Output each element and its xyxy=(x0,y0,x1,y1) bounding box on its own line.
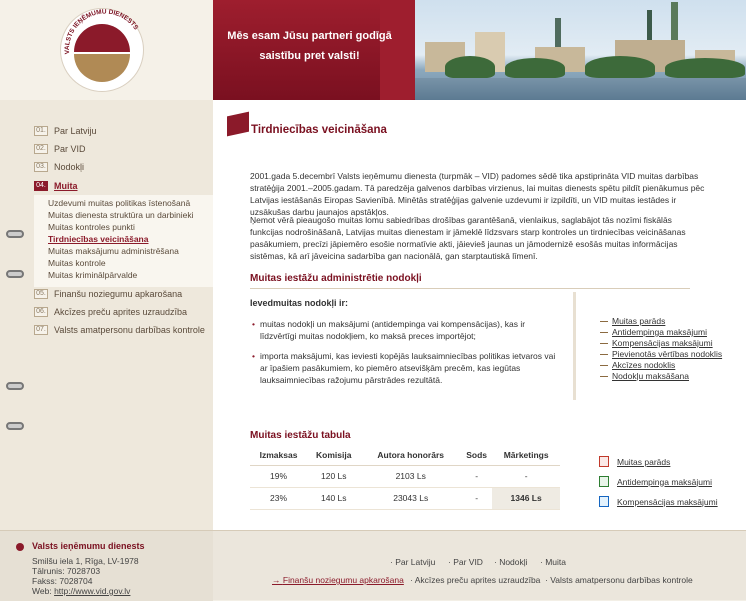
footer-address: Smilšu iela 1, Rīga, LV-1978 xyxy=(32,556,139,566)
link-akcizes[interactable]: Akcīzes nodoklis xyxy=(612,360,676,370)
city-panorama-image xyxy=(415,0,746,100)
table-cell: 120 Ls xyxy=(307,465,360,487)
table-cell: 140 Ls xyxy=(307,487,360,509)
column-header: Autora honorārs xyxy=(360,445,460,465)
nav-label: Muita xyxy=(54,181,78,191)
footer-link-muita[interactable]: · Muita xyxy=(540,557,566,567)
nav-number: 05. xyxy=(34,289,48,299)
import-taxes-box xyxy=(250,292,576,400)
nav-label: Par Latviju xyxy=(54,126,97,136)
intro-paragraph: 2001.gada 5.decembrī Valsts ieņēmumu dienesta (turpmāk – VID) padomes sēdē tika apstiprināta VID muitas darbības stratēģija 2001.–2005.gadam. Tā paredzēja galvenos darbības virzienus, lai muitas dienests spētu pildīt pienākumus pēc Latvijas iestāšanās Eiropas Savienībā. Minētās stratēģijas galvenie uzdevumi ir izpildīti, un VID muitas iestādes ir uzsākušas darbu jaunajos apstākļos. xyxy=(250,171,705,217)
nav-item-finansu-noziegumi[interactable] xyxy=(34,286,182,302)
link-antidempinga[interactable]: Antidempinga maksājumi xyxy=(612,327,707,337)
footer-fax: Fakss: 7028704 xyxy=(32,576,93,586)
file-link-label: Muitas parāds xyxy=(617,456,671,467)
nav-item-par-vid[interactable] xyxy=(34,141,86,157)
nav-number: 07. xyxy=(34,325,48,335)
footer-link-nodokli[interactable]: · Nodokļi xyxy=(494,557,528,567)
nav-item-amatpersonu-kontrole[interactable] xyxy=(34,322,205,338)
submenu-item[interactable]: Muitas dienesta struktūra un darbinieki xyxy=(48,210,194,220)
table-cell: 23% xyxy=(250,487,307,509)
nav-number: 01. xyxy=(34,126,48,136)
table-cell: 2103 Ls xyxy=(360,465,460,487)
second-paragraph: Ņemot vērā pieaugošo muitas lomu sabiedrības drošības garantēšanā, vienlaikus, saglabājot tās nozīmi fiskālās funkcijas nodrošināšanā, Latvijas muitas dienestam ir jāmeklē līdzsvars starp kontroles un tirdniecības veicināšanas pasākumiem, precīzi jāpiemēro esošie normatīvie akti, jāievieš jaunas un jāmodernizē esošās muitas informācijas sistēmas, kā arī jāveicina sadarbība gan nacionālā, gan starptautiskā līmenī. xyxy=(250,215,686,261)
footer-web-link[interactable]: http://www.vid.gov.lv xyxy=(54,586,131,596)
submenu-item[interactable]: Muitas kontrole xyxy=(48,258,106,268)
nav-label: Nodokļi xyxy=(54,162,85,172)
submenu-item[interactable]: Muitas maksājumu administrēšana xyxy=(48,246,179,256)
bullet-item: • importa maksājumi, kas ieviesti kopējās lauksaimniecības politikas ietvaros vai ar īpašiem pasākumiem, ko piemēro atsevišķām precēm, kas iegūtas lauksaimniecības ražojumu pārstrādes rezultātā. xyxy=(260,350,560,386)
section-divider xyxy=(250,288,690,289)
table-cell: 19% xyxy=(250,465,307,487)
column-header: Mārketings xyxy=(492,445,560,465)
section-title-taxes: Muitas iestāžu administrētie nodokļi xyxy=(250,273,422,284)
nav-label: Finanšu noziegumu apkarošana xyxy=(54,289,183,299)
footer xyxy=(0,530,746,600)
excel-icon xyxy=(599,476,609,487)
footer-org-name: Valsts ieņēmumu dienests xyxy=(32,541,145,551)
file-link-label: Kompensācijas maksājumi xyxy=(617,496,718,507)
nav-number: 03. xyxy=(34,162,48,172)
nav-number: 06. xyxy=(34,307,48,317)
link-nodoklu-maksasana[interactable]: Nodokļu maksāšana xyxy=(612,371,690,381)
table-row xyxy=(250,487,560,509)
footer-contact-block xyxy=(0,531,213,601)
nav-item-par-latviju[interactable] xyxy=(34,123,97,139)
vid-logo[interactable] xyxy=(52,6,158,94)
svg-text:VALSTS IEŅĒMUMU DIENESTS: VALSTS IEŅĒMUMU DIENESTS xyxy=(63,8,140,55)
footer-link-finansu[interactable]: → Finanšu noziegumu apkarošana xyxy=(272,575,404,585)
table-cell: 23043 Ls xyxy=(360,487,460,509)
nav-item-muita[interactable] xyxy=(34,178,78,194)
footer-link-label: Valsts amatpersonu darbības kontrole xyxy=(550,575,693,585)
nav-label: Par VID xyxy=(54,144,86,154)
nav-item-nodokli[interactable] xyxy=(34,159,84,175)
slogan-line-1: Mēs esam Jūsu partneri godīgā xyxy=(227,30,392,42)
nav-number: 02. xyxy=(34,144,48,154)
file-link-label: Antidempinga maksājumi xyxy=(617,476,712,487)
footer-link-label: Finanšu noziegumu apkarošana xyxy=(282,575,404,585)
bullet-item: • muitas nodokļi un maksājumi (antidempinga vai kompensācijas), kas ir līdzvērtīgi muitas nodokļiem, ko maksā preces importējot; xyxy=(260,318,560,342)
page-title: Tirdniecības veicināšana xyxy=(251,124,387,136)
footer-link-akcizes[interactable]: · Akcīzes preču aprites uzraudzība xyxy=(410,575,541,585)
table-cell-highlight: 1346 Ls xyxy=(492,487,560,509)
footer-link-label: Akcīzes preču aprites uzraudzība xyxy=(414,575,541,585)
binder-ring-icon xyxy=(6,230,24,238)
submenu-muita xyxy=(34,195,213,287)
link-pvn[interactable]: Pievienotās vērtības nodoklis xyxy=(612,349,723,359)
footer-link-par-latviju[interactable]: · Par Latviju xyxy=(390,557,436,567)
footer-web xyxy=(32,586,130,596)
submenu-item[interactable]: Muitas kontroles punkti xyxy=(48,222,135,232)
submenu-item[interactable]: Muitas kriminālpārvalde xyxy=(48,270,138,280)
binder-ring-icon xyxy=(6,382,24,390)
binder-ring-icon xyxy=(6,270,24,278)
table-cell: - xyxy=(492,465,560,487)
customs-table xyxy=(250,445,560,510)
submenu-item-current[interactable]: Tirdniecības veicināšana xyxy=(48,234,149,244)
header xyxy=(0,0,746,100)
footer-phone: Tālrunis: 7028703 xyxy=(32,566,101,576)
table-cell: - xyxy=(461,487,492,509)
slogan-line-2: saistību pret valsti! xyxy=(259,50,360,62)
submenu-item[interactable]: Uzdevumi muitas politikas īstenošanā xyxy=(48,198,191,208)
left-navigation xyxy=(0,100,213,530)
nav-item-akcizes-preces[interactable] xyxy=(34,304,187,320)
binder-ring-icon xyxy=(6,422,24,430)
bullet-dot-icon xyxy=(16,543,24,551)
nav-label: Akcīzes preču aprites uzraudzība xyxy=(54,307,188,317)
footer-web-label: Web: xyxy=(32,586,52,596)
nav-label: Valsts amatpersonu darbības kontrole xyxy=(54,325,205,335)
table-header-row xyxy=(250,445,560,465)
main-content xyxy=(213,100,746,530)
slogan-text xyxy=(222,26,397,66)
file-link-muitas-parads[interactable] xyxy=(599,456,670,467)
section-title-table: Muitas iestāžu tabula xyxy=(250,430,351,441)
table-cell: - xyxy=(461,465,492,487)
logo-ring-text xyxy=(52,6,158,94)
file-link-antidempinga[interactable] xyxy=(599,476,712,487)
link-kompensacijas[interactable]: Kompensācijas maksājumi xyxy=(612,338,713,348)
link-muitas-parads[interactable]: Muitas parāds xyxy=(612,316,666,326)
word-icon xyxy=(599,496,609,507)
column-header: Izmaksas xyxy=(250,445,307,465)
column-header: Komisija xyxy=(307,445,360,465)
box-heading: Ievedmuitas nodokļi ir: xyxy=(250,298,349,308)
table-row xyxy=(250,465,560,487)
column-header: Sods xyxy=(461,445,492,465)
page-title-icon xyxy=(227,112,249,137)
footer-link-amatpersonu[interactable]: · Valsts amatpersonu darbības kontrole xyxy=(545,575,693,585)
nav-number: 04. xyxy=(34,181,48,191)
file-link-kompensacijas[interactable] xyxy=(599,496,718,507)
footer-link-par-vid[interactable]: · Par VID xyxy=(448,557,483,567)
pdf-icon xyxy=(599,456,609,467)
